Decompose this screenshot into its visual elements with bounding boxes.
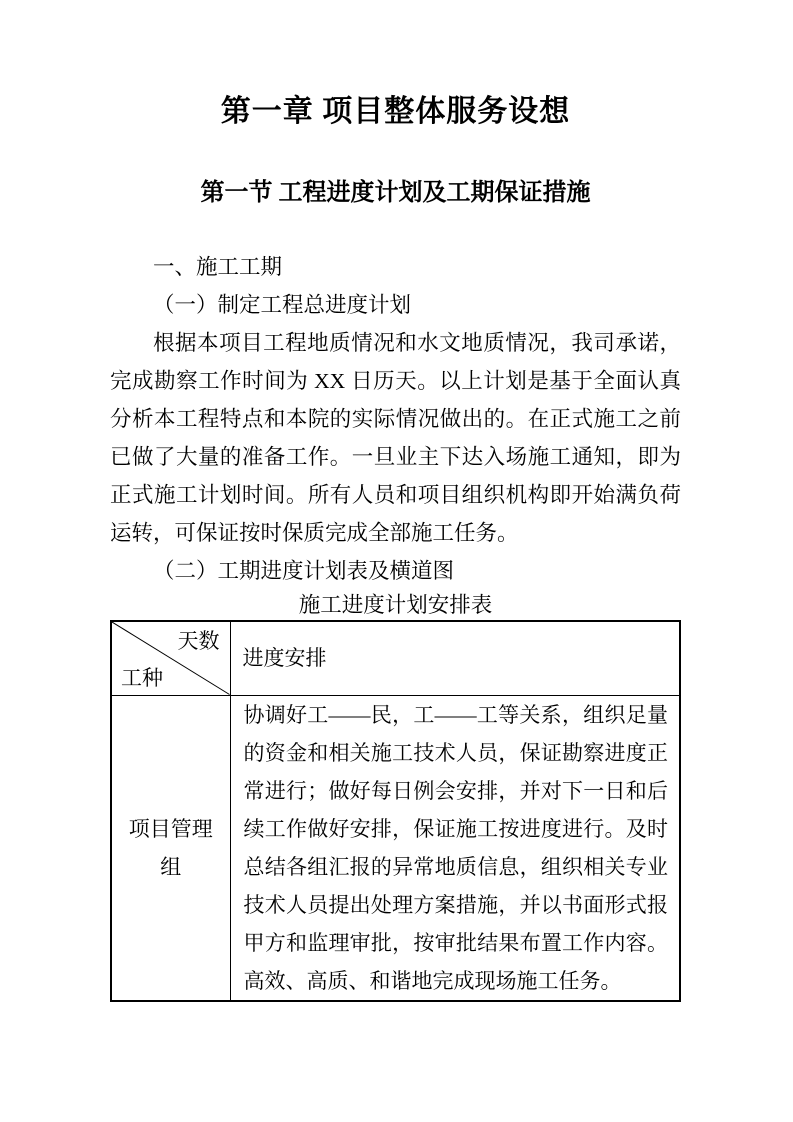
table-header-row: [111, 621, 680, 695]
chapter-title: 第一章 项目整体服务设想: [220, 95, 571, 128]
table-row-project-management: [111, 695, 680, 1001]
work-group-cell: 项目管理组: [111, 695, 230, 1001]
header-worktype-label: 工种: [121, 665, 163, 690]
paragraph-schedule-commitment: 根据本项目工程地质情况和水文地质情况，我司承诺，完成勘察工作时间为 XX 日历天。以上计划是基于全面认真分析本工程特点和本院的实际情况做出的。在正式施工之前已做了大量的准备工作。一旦业主下达入场施工通知，即为正式施工计划时间。所有人员和项目组织机构即开始满负荷运转，可保证按时保质完成全部施工任务。: [110, 331, 681, 545]
schedule-table: [110, 620, 681, 1002]
section-title: 第一节 工程进度计划及工期保证措施: [200, 180, 591, 206]
header-days-label: 天数: [177, 629, 220, 653]
table-caption: 施工进度计划安排表: [298, 593, 493, 617]
document-body: [110, 248, 681, 1002]
diagonal-header-cell: [111, 621, 230, 695]
heading-overall-schedule-plan: （一）制定工程总进度计划: [153, 293, 412, 317]
schedule-detail-cell: 协调好工——民，工——工等关系，组织足量的资金和相关施工技术人员，保证勘察进度正常进行；做好每日例会安排，并对下一日和后续工作做好安排，保证施工按进度进行。及时总结各组汇报的异常地质信息，组织相关专业技术人员提出处理方案措施，并以书面形式报甲方和监理审批，按审批结果布置工作内容。高效、高质、和谐地完成现场施工任务。: [230, 695, 680, 1001]
heading-construction-period: 一、施工工期: [153, 255, 283, 279]
heading-schedule-table-gantt: （二）工期进度计划表及横道图: [153, 559, 455, 583]
header-schedule-label: 进度安排: [230, 621, 680, 695]
